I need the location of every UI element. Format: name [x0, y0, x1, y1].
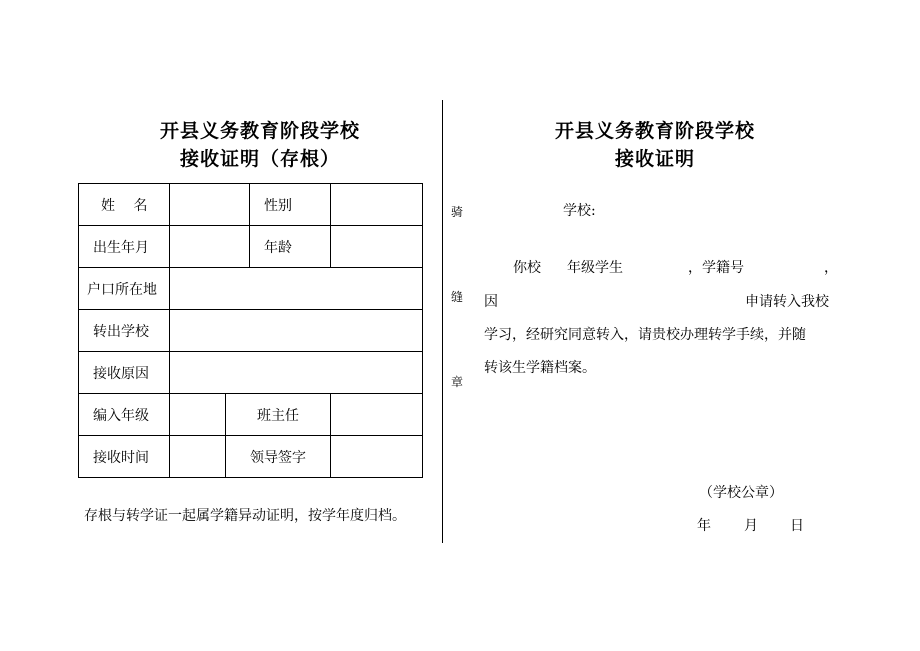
leader-signature-field[interactable]: [331, 436, 423, 478]
teacher-label: 班主任: [226, 394, 331, 436]
body-line2-because: 因: [484, 294, 498, 310]
school-label: 学校:: [563, 203, 596, 219]
body-line2-apply: 申请转入我校: [745, 294, 829, 310]
stub-footnote: 存根与转学证一起属学籍异动证明，按学年度归档。: [84, 508, 406, 524]
name-label: 姓 名: [79, 184, 170, 226]
body-line1-student-id: ，学籍号: [688, 260, 744, 276]
seam-char-3: 章: [451, 375, 464, 389]
cut-line: [442, 100, 443, 543]
reason-label: 接收原因: [79, 352, 170, 394]
time-field[interactable]: [170, 436, 226, 478]
body-line1-grade-student: 年级学生: [567, 260, 623, 276]
table-row: [79, 352, 423, 394]
age-label: 年龄: [250, 226, 331, 268]
certificate-title-line1: 开县义务教育阶段学校: [554, 120, 755, 142]
age-field[interactable]: [331, 226, 423, 268]
from-school-label: 转出学校: [79, 310, 170, 352]
stub-title-line2: 接收证明（存根）: [179, 148, 340, 170]
table-row: [79, 184, 423, 226]
table-row: [79, 268, 423, 310]
seam-char-1: 骑: [451, 205, 464, 219]
body-line1-comma: ，: [824, 260, 838, 276]
grade-field[interactable]: [170, 394, 226, 436]
school-seal-label: （学校公章）: [699, 485, 783, 501]
date-month: 月: [744, 518, 758, 534]
reason-field[interactable]: [170, 352, 423, 394]
table-row: [79, 394, 423, 436]
birth-label: 出生年月: [79, 226, 170, 268]
time-label: 接收时间: [79, 436, 170, 478]
stub-title-line1: 开县义务教育阶段学校: [159, 120, 360, 142]
hukou-label: 户口所在地: [79, 268, 170, 310]
leader-label: 领导签字: [226, 436, 331, 478]
grade-label: 编入年级: [79, 394, 170, 436]
gender-label: 性别: [250, 184, 331, 226]
table-row: [79, 310, 423, 352]
stub-table: [78, 183, 423, 478]
name-field[interactable]: [170, 184, 250, 226]
seam-char-2: 缝: [451, 290, 464, 304]
table-row: [79, 436, 423, 478]
body-line4: 转该生学籍档案。: [484, 360, 596, 376]
from-school-field[interactable]: [170, 310, 423, 352]
hukou-field[interactable]: [170, 268, 423, 310]
certificate-title-line2: 接收证明: [614, 148, 695, 170]
gender-field[interactable]: [331, 184, 423, 226]
teacher-field[interactable]: [331, 394, 423, 436]
date-day: 日: [790, 518, 804, 534]
table-row: [79, 226, 423, 268]
birth-field[interactable]: [170, 226, 250, 268]
body-line3: 学习，经研究同意转入，请贵校办理转学手续，并随: [484, 327, 806, 343]
date-year: 年: [697, 518, 711, 534]
body-line1-your-school: 你校: [513, 260, 541, 276]
